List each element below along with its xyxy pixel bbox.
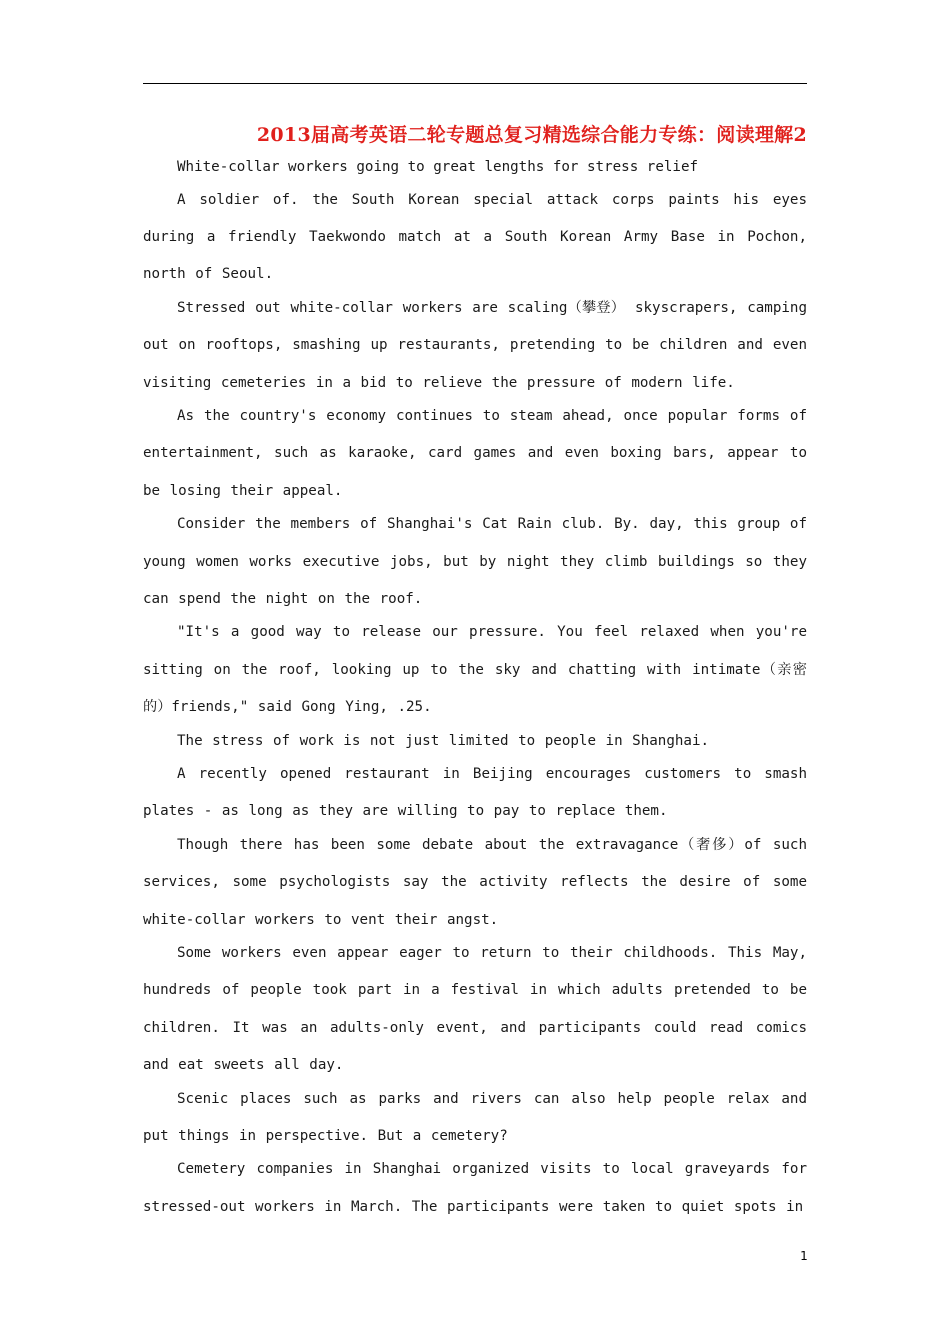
paragraph-6: The stress of work is not just limited to people in Shanghai. xyxy=(177,732,710,749)
paragraph-10: Scenic places such as parks and rivers can also help people relax and put things in perspective. But a cemetery? xyxy=(143,1090,807,1144)
paragraph-1: A soldier of. the South Korean special attack corps paints his eyes during a friendly Taekwondo match at a South Korean Army Base in Pochon, north of Seoul. xyxy=(143,192,807,283)
paragraph-3: As the country's economy continues to steam ahead, once popular forms of entertainment, such as karaoke, card games and even boxing bars, appear to be losing their appeal. xyxy=(143,408,807,499)
paragraph-9: Some workers even appear eager to return to their childhoods. This May, hundreds of people took part in a festival in which adults pretended to be children. It was an adults-only event, and participants could read comics and eat sweets all day. xyxy=(143,945,807,1073)
paragraph-5: "It's a good way to release our pressure. You feel relaxed when you're sitting on the roof, looking up to the sky and chatting with intimate（亲密的）friends," said Gong Ying, .25. xyxy=(143,624,807,715)
header-rule xyxy=(143,83,807,84)
page-number: 1 xyxy=(800,1249,808,1263)
article-body xyxy=(143,152,807,1222)
article-subtitle: White-collar workers going to great lengths for stress relief xyxy=(177,159,699,175)
document-title: 2013届高考英语二轮专题总复习精选综合能力专练：阅读理解2 xyxy=(256,124,807,146)
paragraph-2: Stressed out white-collar workers are scaling（攀登） skyscrapers, camping out on rooftops, smashing up restaurants, pretending to be children and even visiting cemeteries in a bid to relieve the pressure of modern life. xyxy=(143,300,807,391)
paragraph-4: Consider the members of Shanghai's Cat Rain club. By. day, this group of young women works executive jobs, but by night they climb buildings so they can spend the night on the roof. xyxy=(143,516,807,607)
paragraph-11: Cemetery companies in Shanghai organized visits to local graveyards for stressed-out workers in March. The participants were taken to quiet spots in xyxy=(143,1161,807,1215)
paragraph-7: A recently opened restaurant in Beijing encourages customers to smash plates - as long as they are willing to pay to replace them. xyxy=(143,766,807,820)
paragraph-8: Though there has been some debate about the extravagance（奢侈）of such services, some psychologists say the activity reflects the desire of some white-collar workers to vent their angst. xyxy=(143,837,807,928)
